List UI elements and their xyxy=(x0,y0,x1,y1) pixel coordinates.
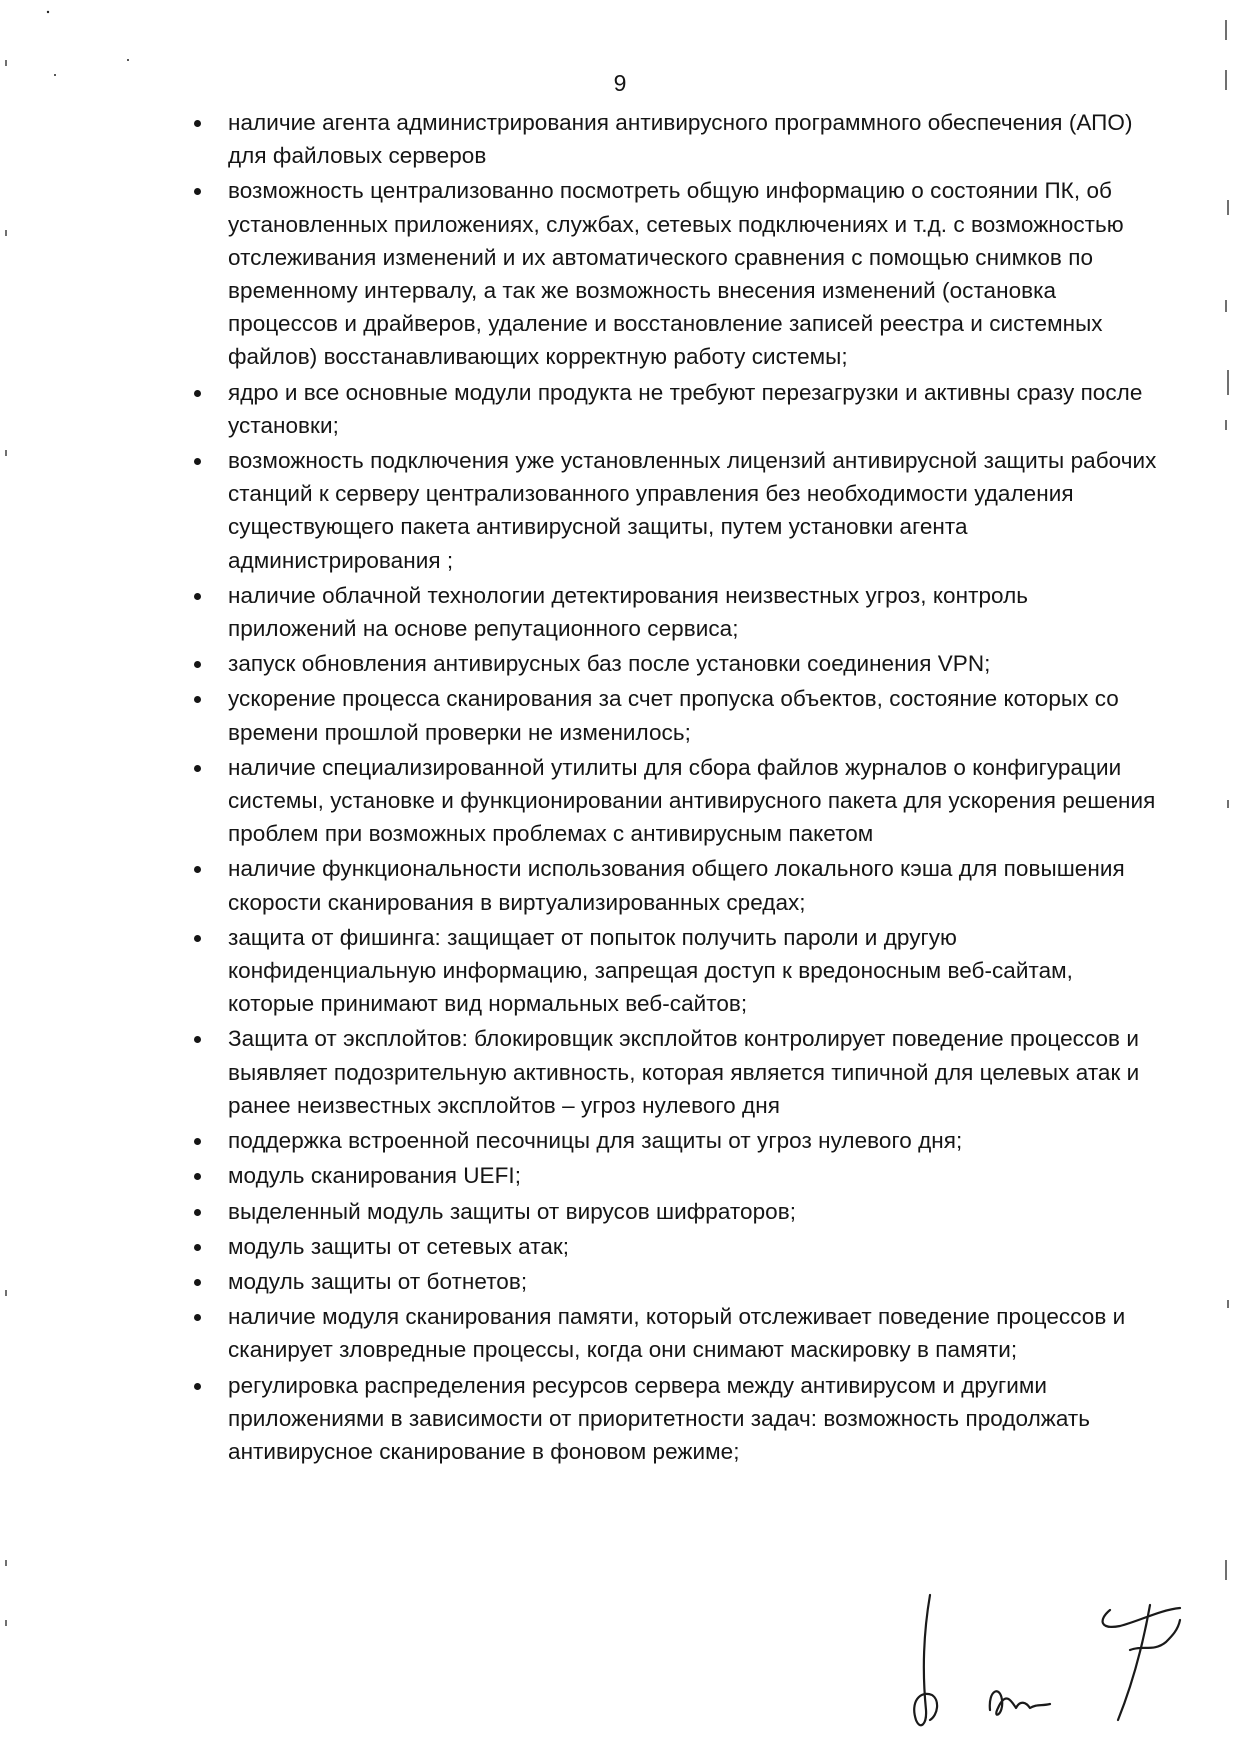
list-item: поддержка встроенной песочницы для защиты от угроз нулевого дня; xyxy=(190,1124,1160,1157)
list-item: возможность подключения уже установленных лицензий антивирусной защиты рабочих станций к серверу централизованного управления без необходимости удаления существующего пакета антивирусной защиты, путем установки агента администрирования ; xyxy=(190,444,1160,577)
list-item: возможность централизованно посмотреть общую информацию о состоянии ПК, об установленных приложениях, службах, сетевых подключениях и т.д. с возможностью отслеживания изменений и их автоматического сравнения с помощью снимков по временному интервалу, а так же возможность внесения изменений (остановка процессов и драйверов, удаление и восстановление записей реестра и системных файлов) восстанавливающих корректную работу системы; xyxy=(190,174,1160,373)
signature-1 xyxy=(914,1595,937,1725)
list-item: модуль защиты от ботнетов; xyxy=(190,1265,1160,1298)
list-item: наличие функциональности использования общего локального кэша для повышения скорости сканирования в виртуализированных средах; xyxy=(190,852,1160,918)
page-number: 9 xyxy=(613,70,627,96)
list-item: ядро и все основные модули продукта не требуют перезагрузки и активны сразу после установки; xyxy=(190,376,1160,442)
list-item: запуск обновления антивирусных баз после установки соединения VPN; xyxy=(190,647,1160,680)
list-item: наличие облачной технологии детектирования неизвестных угроз, контроль приложений на основе репутационного сервиса; xyxy=(190,579,1160,645)
signature-3 xyxy=(1103,1605,1180,1720)
list-item: выделенный модуль защиты от вирусов шифраторов; xyxy=(190,1195,1160,1228)
list-item: наличие специализированной утилиты для сбора файлов журналов о конфигурации системы, установке и функционировании антивирусного пакета для ускорения решения проблем при возможных проблемах с антивирусным пакетом xyxy=(190,751,1160,851)
list-item: наличие агента администрирования антивирусного программного обеспечения (АПО) для файловых серверов xyxy=(190,106,1160,172)
list-item: регулировка распределения ресурсов сервера между антивирусом и другими приложениями в зависимости от приоритетности задач: возможность продолжать антивирусное сканирование в фоновом режиме; xyxy=(190,1369,1160,1469)
list-item: модуль защиты от сетевых атак; xyxy=(190,1230,1160,1263)
signature-2 xyxy=(990,1691,1050,1714)
list-item: модуль сканирования UEFI; xyxy=(190,1159,1160,1192)
list-item: защита от фишинга: защищает от попыток получить пароли и другую конфиденциальную информацию, запрещая доступ к вредоносным веб-сайтам, которые принимают вид нормальных веб-сайтов; xyxy=(190,921,1160,1021)
signatures xyxy=(880,1590,1210,1740)
list-item: наличие модуля сканирования памяти, который отслеживает поведение процессов и сканирует зловредные процессы, когда они снимают маскировку в памяти; xyxy=(190,1300,1160,1366)
list-item: ускорение процесса сканирования за счет пропуска объектов, состояние которых со времени прошлой проверки не изменилось; xyxy=(190,682,1160,748)
list-item: Защита от эксплойтов: блокировщик эксплойтов контролирует поведение процессов и выявляет подозрительную активность, которая является типичной для целевых атак и ранее неизвестных эксплойтов – угроз нулевого дня xyxy=(190,1022,1160,1122)
requirements-list xyxy=(190,106,1160,1470)
